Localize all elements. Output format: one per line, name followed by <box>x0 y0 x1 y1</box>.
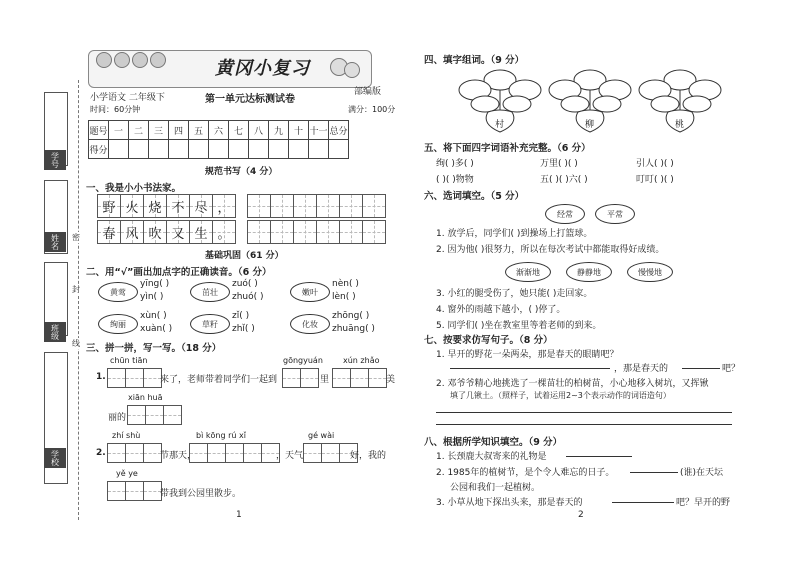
q2-pinyin-option[interactable]: zhǐ( ) <box>232 324 255 334</box>
strip-label-xingming: 姓名 <box>44 232 66 252</box>
writing-cell[interactable] <box>316 220 340 244</box>
answer-box-chuntian[interactable] <box>108 368 162 388</box>
writing-cell[interactable] <box>339 220 363 244</box>
writing-cell: 风 <box>120 220 144 244</box>
score-cell: 四 <box>169 121 189 140</box>
full-score-label: 满分：100分 <box>348 105 396 114</box>
section-3-title: 三、拼一拼，写一写。（18 分） <box>86 343 222 354</box>
pinyin-yeye: yě ye <box>116 469 138 478</box>
q8-blank-1[interactable] <box>566 450 632 460</box>
writing-cell[interactable] <box>270 194 294 218</box>
writing-cell[interactable] <box>247 220 271 244</box>
writing-cell: 吹 <box>143 220 167 244</box>
exam-title: 第一单元达标测试卷 <box>205 94 295 105</box>
q6-word-option: 平常 <box>595 204 635 224</box>
subject-label: 小学语文 二年级下 <box>90 93 165 103</box>
q8-blank-2[interactable] <box>630 466 678 476</box>
q7-line-2: 2. 邓爷爷精心地挑选了一棵苗壮的柏树苗，小心地移入树坑，又挥锹 <box>436 379 709 389</box>
answer-box-zhishu[interactable] <box>108 443 162 463</box>
q2-word-oval: 黄莺 <box>98 282 138 302</box>
q2-pinyin-option[interactable]: xuàn( ) <box>140 324 173 334</box>
seal-char-xian: 线 <box>72 339 80 348</box>
q5-item[interactable]: ( )( )物物 <box>436 175 474 185</box>
score-table-score-row <box>89 140 349 159</box>
q6-line-2: 2. 因为他( )很努力，所以在每次考试中都能取得好成绩。 <box>436 245 665 255</box>
answer-box-xunzhao[interactable] <box>333 368 387 388</box>
q8-line-2b: (谁)在天坛 <box>680 468 724 478</box>
score-cell: 一 <box>109 121 129 140</box>
pinyin-gongyuan: gōngyuán <box>283 356 323 365</box>
face-icon <box>96 52 112 68</box>
balloon-icon <box>344 62 360 78</box>
answer-box-gongyuan[interactable] <box>283 368 319 388</box>
time-label: 时间：60分钟 <box>90 105 141 114</box>
vase-char-1: 村 <box>495 120 505 130</box>
binding-dash-line <box>78 80 79 520</box>
q3-text-1b: 里 <box>320 375 330 385</box>
answer-box-xianhua[interactable] <box>128 405 182 425</box>
answer-box-yeye[interactable] <box>108 481 162 501</box>
section-4-title: 四、填字组词。（9 分） <box>424 55 525 66</box>
header-faces <box>96 52 166 68</box>
q5-item[interactable]: 叮叮( )( ) <box>636 175 674 185</box>
score-input-cell[interactable] <box>269 140 289 159</box>
q7-line-2b: 填了几锹土。（照样子，试着运用2~3个表示动作的词语造句） <box>450 391 671 400</box>
writing-cell: 。 <box>212 220 236 244</box>
section-2-title: 二、用“√”画出加点字的正确读音。（6 分） <box>86 267 272 278</box>
q2-pinyin-option[interactable]: zhuāng( ) <box>332 324 375 334</box>
score-cell: 六 <box>209 121 229 140</box>
score-input-cell[interactable] <box>169 140 189 159</box>
score-input-cell[interactable] <box>209 140 229 159</box>
writing-grid-row-2 <box>98 220 386 244</box>
score-input-cell[interactable] <box>229 140 249 159</box>
pinyin-chuntian: chūn tiān <box>110 356 148 365</box>
q7-line-1-end: 吧？ <box>722 364 741 374</box>
q7-line-1-blank[interactable] <box>450 362 610 372</box>
q3-text-2: 节那天， <box>160 451 197 461</box>
q2-pinyin-option[interactable]: zhōng( ) <box>332 311 370 321</box>
q7-answer-line[interactable] <box>436 412 732 413</box>
answer-box-bikongruxi[interactable] <box>190 443 280 463</box>
score-cell: 五 <box>189 121 209 140</box>
pinyin-zhishu: zhí shù <box>112 431 141 440</box>
q8-line-3b: 吧？早开的野 <box>676 498 731 508</box>
vase-char-3: 桃 <box>675 120 685 130</box>
q6-line-5: 5. 同学们( )坐在教室里等着老师的到来。 <box>436 321 602 331</box>
seal-char-mi: 密 <box>72 233 80 242</box>
q2-word-oval: 绚丽 <box>98 314 138 334</box>
writing-cell: 野 <box>97 194 121 218</box>
section-6-title: 六、选词填空。（5 分） <box>424 191 525 202</box>
writing-cell: ， <box>212 194 236 218</box>
q5-item[interactable]: 五( )( )六( ) <box>540 175 588 185</box>
q6-word-option: 慢慢地 <box>627 262 673 282</box>
score-input-cell[interactable] <box>309 140 329 159</box>
score-cell: 总分 <box>329 121 349 140</box>
score-input-cell[interactable] <box>129 140 149 159</box>
score-cell: 七 <box>229 121 249 140</box>
q7-line-1-blank-2[interactable] <box>682 362 720 372</box>
q8-line-1: 1. 长颈鹿大叔寄来的礼物是 <box>436 452 547 462</box>
seal-char-feng: 封 <box>72 285 80 294</box>
q2-pinyin-option[interactable]: lèn( ) <box>332 292 356 302</box>
writing-cell[interactable] <box>362 220 386 244</box>
q5-item[interactable]: 绚( )多( ) <box>436 159 474 169</box>
pinyin-xianhua: xiān huā <box>128 393 163 402</box>
writing-cell: 尽 <box>189 194 213 218</box>
q6-word-option: 经常 <box>545 204 585 224</box>
section-jichu: 基础巩固（61 分） <box>205 251 284 261</box>
writing-cell[interactable] <box>362 194 386 218</box>
q6-line-3: 3. 小红的腿受伤了，她只能( )走回家。 <box>436 289 593 299</box>
score-input-cell[interactable] <box>289 140 309 159</box>
score-cell: 八 <box>249 121 269 140</box>
q2-pinyin-option[interactable]: zǐ( ) <box>232 311 250 321</box>
q5-item[interactable]: 万里( )( ) <box>540 159 578 169</box>
strip-label-xuehao: 学号 <box>44 150 66 170</box>
writing-cell: 火 <box>120 194 144 218</box>
q2-pinyin-option[interactable]: zhuó( ) <box>232 292 264 302</box>
page-title: 黄冈小复习 <box>215 58 310 79</box>
score-input-cell[interactable] <box>109 140 129 159</box>
score-table-header-row <box>89 121 349 140</box>
score-cell: 得分 <box>89 140 109 159</box>
section-8-title: 八、根据所学知识填空。（9 分） <box>424 437 563 448</box>
writing-cell[interactable] <box>293 194 317 218</box>
writing-cell: 又 <box>166 220 190 244</box>
q8-line-2: 2. 1985年的植树节，是个令人难忘的日子。 <box>436 468 615 478</box>
q2-pinyin-option[interactable]: yīng( ) <box>140 279 170 289</box>
writing-cell[interactable] <box>270 220 294 244</box>
edition-label: 部编版 <box>354 87 382 97</box>
q7-line-1-mid: ，那是春天的 <box>614 364 669 374</box>
writing-cell[interactable] <box>293 220 317 244</box>
q2-pinyin-option[interactable]: yìn( ) <box>140 292 164 302</box>
face-icon <box>132 52 148 68</box>
pinyin-bikongruxi: bì kōng rú xǐ <box>196 431 246 440</box>
score-cell: 九 <box>269 121 289 140</box>
q6-line-4: 4. 窗外的雨越下越小，( )停了。 <box>436 305 566 315</box>
section-guifan: 规范书写（4 分） <box>205 167 278 177</box>
q3-text-1c: 美 <box>386 375 396 385</box>
writing-cell: 烧 <box>143 194 167 218</box>
q7-line-1: 1. 早开的野花一朵两朵，那是春天的眼睛吧？ <box>436 350 619 360</box>
q2-pinyin-option[interactable]: nèn( ) <box>332 279 359 289</box>
score-cell: 十一 <box>309 121 329 140</box>
q2-word-oval: 茁壮 <box>190 282 230 302</box>
q2-word-oval: 草籽 <box>190 314 230 334</box>
score-input-cell[interactable] <box>149 140 169 159</box>
strip-label-xuexiao: 学校 <box>44 448 66 468</box>
q7-answer-line[interactable] <box>436 424 732 425</box>
writing-grid-row-1 <box>98 194 386 218</box>
q3-text-2c: 好，我的 <box>350 451 387 461</box>
section-5-title: 五、将下面四字词语补充完整。（6 分） <box>424 143 591 154</box>
q6-word-option: 静静地 <box>566 262 612 282</box>
score-input-cell[interactable] <box>249 140 269 159</box>
q2-word-oval: 嫩叶 <box>290 282 330 302</box>
face-icon <box>150 52 166 68</box>
section-7-title: 七、按要求仿写句子。（8 分） <box>424 335 553 346</box>
q2-pinyin-option[interactable]: xùn( ) <box>140 311 167 321</box>
q3-num-2: 2. <box>96 448 106 458</box>
strip-label-banji: 班级 <box>44 322 66 342</box>
pinyin-xunzhao: xún zhǎo <box>343 356 380 365</box>
score-cell: 题号 <box>89 121 109 140</box>
writing-cell[interactable] <box>316 194 340 218</box>
q8-line-2c: 公园和我们一起植树。 <box>450 483 541 493</box>
vase-char-2: 柳 <box>585 120 595 130</box>
q6-line-1: 1. 放学后，同学们( )到操场上打篮球。 <box>436 229 593 239</box>
score-cell: 十 <box>289 121 309 140</box>
q3-text-2d: 带我到公园里散步。 <box>160 489 242 499</box>
writing-cell[interactable] <box>247 194 271 218</box>
q5-item[interactable]: 引人( )( ) <box>636 159 674 169</box>
q2-pinyin-option[interactable]: zuó( ) <box>232 279 258 289</box>
score-input-cell[interactable] <box>189 140 209 159</box>
section-1-title: 一、我是小小书法家。 <box>86 183 182 194</box>
q3-text-2b: ，天气 <box>276 451 304 461</box>
q6-word-option: 渐渐地 <box>505 262 551 282</box>
q2-word-oval: 化妆 <box>290 314 330 334</box>
q3-text-1: 来了，老师带着同学们一起到 <box>160 375 278 385</box>
q3-text-1d: 丽的 <box>108 413 127 423</box>
score-cell: 三 <box>149 121 169 140</box>
writing-cell: 不 <box>166 194 190 218</box>
q8-blank-3[interactable] <box>612 496 674 506</box>
score-input-cell[interactable] <box>329 140 349 159</box>
face-icon <box>114 52 130 68</box>
writing-cell: 生 <box>189 220 213 244</box>
pinyin-gewai: gé wài <box>308 431 335 440</box>
q3-num-1: 1. <box>96 372 106 382</box>
q8-line-3: 3. 小草从地下探出头来，那是春天的 <box>436 498 583 508</box>
score-cell: 二 <box>129 121 149 140</box>
writing-cell[interactable] <box>339 194 363 218</box>
writing-cell: 春 <box>97 220 121 244</box>
page-number-2: 2 <box>578 510 584 520</box>
score-table <box>88 120 349 159</box>
page-number-1: 1 <box>236 510 242 520</box>
